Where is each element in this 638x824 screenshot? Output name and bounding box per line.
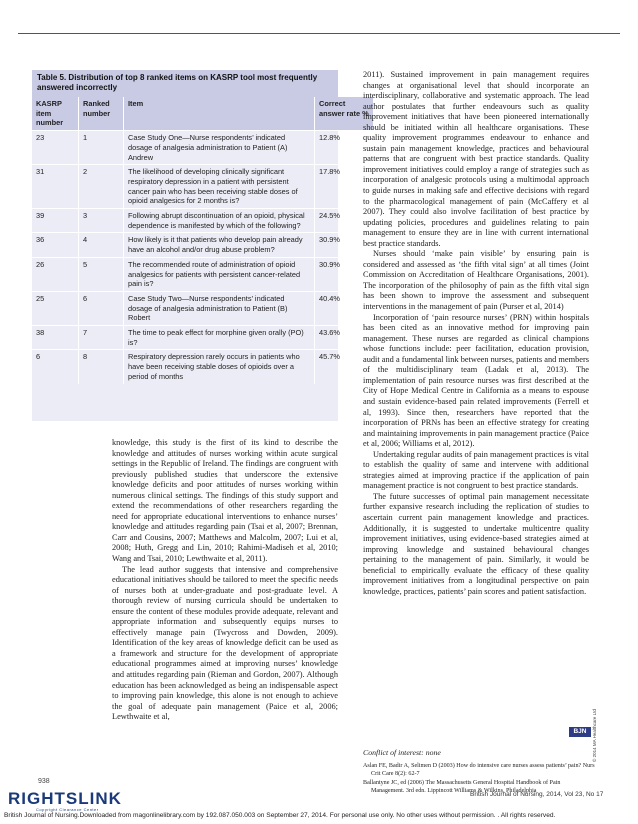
paragraph: Incorporation of ‘pain resource nurses’ (PRN) within hospitals has been cited as an innovative method for improving pain management. These nurses are regarded as clinical champions whose functions include: peer facilitation, education provision, audit and a fundamental link between nurses, patients and members of the multidisciplinary team (Ladak et al, 2013). The implementation of pain resource nurses was first described at the City of Hope Medical Centre in California as a means to espouse and sustain evidence-based pain related improvements (Ferrell et al, 1993). Since then, researchers have reported that the incorporation of PRNs has been an effective strategy for creating and maintaining improvements in pain management practice (Paice et al, 2006; Williams et al, 2012). [363, 312, 589, 449]
table-row [32, 233, 373, 257]
table-row [32, 326, 373, 350]
journal-footer: British Journal of Nursing, 2014, Vol 23, No 17 [470, 791, 604, 798]
cell-item: Case Study Two—Nurse respondents’ indicated dosage of analgesia administration to Patient (B) Robert [124, 291, 315, 325]
header-item: Item [124, 97, 315, 131]
table-row [32, 165, 373, 209]
cell-correct-answer-rate: 30.9% [315, 257, 374, 291]
cell-ranked-number: 3 [79, 209, 124, 233]
cell-ranked-number: 8 [79, 350, 124, 384]
download-notice: British Journal of Nursing.Downloaded from magonlinelibrary.com by 192.087.050.003 on September 27, 2014. For personal use only. No other uses without permission. . All rights reserved. [4, 812, 556, 819]
cell-ranked-number: 1 [79, 131, 124, 165]
cell-ranked-number: 4 [79, 233, 124, 257]
table-5 [32, 70, 369, 421]
cell-kasrp-item-number: 23 [32, 131, 79, 165]
paragraph: Undertaking regular audits of pain management practices is vital to establish the quality of same and intervene with additional strategies aimed at improving practice if the application of pain management practice is not congruent to best practice standards. [363, 449, 589, 491]
cell-correct-answer-rate: 45.7% [315, 350, 374, 384]
reference-item: Ballantyne JC, ed (2006) The Massachusetts General Hospital Handbook of Pain Management. 3rd edn. Lippincott Williams & Wilkins, Philadelphia [363, 780, 561, 794]
left-column-text [112, 438, 338, 723]
table-row [32, 257, 373, 291]
cell-correct-answer-rate: 30.9% [315, 233, 374, 257]
cell-kasrp-item-number: 38 [32, 326, 79, 350]
conflict-of-interest: Conflict of interest: none [363, 748, 441, 757]
cell-ranked-number: 7 [79, 326, 124, 350]
bjn-badge: BJN [569, 727, 591, 737]
cell-kasrp-item-number: 25 [32, 291, 79, 325]
page-number: 938 [38, 778, 50, 785]
cell-kasrp-item-number: 26 [32, 257, 79, 291]
cell-correct-answer-rate: 43.6% [315, 326, 374, 350]
right-column-text [363, 70, 589, 597]
paragraph: The lead author suggests that intensive and comprehensive educational initiatives should be tailored to meet the specific needs of nurses both at under-graduate and post-graduate level. A thorough review of nursing curricula should be undertaken to ensure the content of these modules provide adequate, relevant and appropriate information and subsequently equips nurses to effectively manage pain (Twycross and Dowden, 2009). Identification of the key areas of knowledge deficit can be used as a framework and structure for the development of appropriate educational programmes aimed at improving nurses’ knowledge and attitudes regarding pain (Rieman and Gordon, 2007). Although education has been acknowledged as being an indispensable aspect to improving pain knowledge, this alone is not enough to achieve the goal of adequate pain management (Paice et al, 2006; Lewthwaite et al, [112, 564, 338, 722]
rightslink-logo-text: RIGHTSLINK [8, 789, 122, 808]
cell-ranked-number: 5 [79, 257, 124, 291]
header-kasrp-item-number: KASRP item number [32, 97, 79, 131]
table-header-row [32, 97, 373, 131]
rightslink-logo[interactable] [8, 787, 208, 813]
cell-item: The likelihood of developing clinically significant respiratory depression in a patient with persistent cancer pain who has been receiving stable doses of opioid analgesics for 2 months is? [124, 165, 315, 209]
cell-item: Respiratory depression rarely occurs in patients who have been receiving stable doses of opioids over a period of months [124, 350, 315, 384]
cell-ranked-number: 2 [79, 165, 124, 209]
table-row [32, 350, 373, 384]
cell-item: Case Study One—Nurse respondents’ indicated dosage of analgesia administration to Patient (A) Andrew [124, 131, 315, 165]
table-row [32, 291, 373, 325]
cell-kasrp-item-number: 39 [32, 209, 79, 233]
header-correct-answer-rate: Correct answer rate % [315, 97, 374, 131]
cell-kasrp-item-number: 36 [32, 233, 79, 257]
cell-correct-answer-rate: 12.8% [315, 131, 374, 165]
cell-item: The recommended route of administration of opioid analgesics for patients with persistent cancer-related pain is? [124, 257, 315, 291]
cell-correct-answer-rate: 17.8% [315, 165, 374, 209]
cell-ranked-number: 6 [79, 291, 124, 325]
cell-kasrp-item-number: 6 [32, 350, 79, 384]
table-row [32, 131, 373, 165]
cell-item: How likely is it that patients who develop pain already have an alcohol and/or drug abuse problem? [124, 233, 315, 257]
distribution-table [32, 97, 373, 384]
paragraph: knowledge, this study is the first of its kind to describe the knowledge and attitudes of nurses working within acute surgical settings in the Republic of Ireland. The findings are congruent with previously published studies that underscore the extensive knowledge deficits and poor attitudes of nurses working within numerous clinical settings. The findings of this study support and extend the recommendations of other researchers regarding the need for appropriate educational interventions to enhance nurses’ knowledge and attitudes regarding pain (Tsai et al, 2007; Brennan, Carr and Cousins, 2007; Matthews and Malcolm, 2007; Lui et al, 2008; Huth, Gregg and Lin, 2010; Rahimi-Madiseh et al, 2010; Wang and Tsai, 2010; Lewthwaite et al, 2011). [112, 438, 338, 564]
cell-kasrp-item-number: 31 [32, 165, 79, 209]
cell-correct-answer-rate: 24.5% [315, 209, 374, 233]
rightslink-tagline: Copyright Clearance Center [36, 807, 99, 812]
reference-item: Aslan FE, Badir A, Selimen D (2003) How do intensive care nurses assess patients’ pain? Nurs Crit Care 8(2): 62-7 [363, 763, 595, 777]
paragraph: Nurses should ‘make pain visible’ by ensuring pain is considered and assessed as ‘the fifth vital sign’ at all times (Joint Commission on Accreditation of Healthcare Organisations, 2001). The incorporation of the philosophy of pain as the fifth vital sign has been shown to improve the assessment and subsequent interventions in the management of pain (Purser et al, 2014) [363, 249, 589, 312]
paragraph: 2011). Sustained improvement in pain management requires changes at organisational level that should incorporate an interdisciplinary, collaborative and systematic approach. The lead author postulates that further endeavours such as quality improvement initiatives that have been pioneered internationally should be initiated within all healthcare organisations. These quality improvement programmes endeavour to enhance and sustain pain management knowledge, practices and behavioural patterns that are congruent with best practice standards. Quality improvement initiatives could employ a range of strategies such as incorporation of analgesic protocols using a multimodal approach to guide nurses in making safe and effective decisions with regard to the pharmacological management of pain (McCaffery et al 2007). They could also involve facilitation of best practice by updating policies, procedures and guidelines relating to pain management to ensure they are in line with current international best practice standards. [363, 70, 589, 248]
cell-item: The time to peak effect for morphine given orally (PO) is? [124, 326, 315, 350]
cell-correct-answer-rate: 40.4% [315, 291, 374, 325]
table-row [32, 209, 373, 233]
paragraph: The future successes of optimal pain management necessitate further expansive research including the replication of studies to ascertain current pain management knowledge and practices. Additionally, it is suggested to undertake multicentre quality improvement initiatives, using evidence-based strategies aimed at improving knowledge and sustained behavioural changes pertaining to the management of pain. Similarly, it would be beneficial to empirically evaluate the efficacy of these quality improvement initiatives from a longitudinal perspective on pain knowledge, practices, patients’ pain scores and patient satisfaction. [363, 491, 589, 596]
copyright-notice: © 2014 MA Healthcare Ltd [592, 709, 597, 762]
top-rule [18, 33, 620, 34]
cell-item: Following abrupt discontinuation of an opioid, physical dependence is manifested by which of the following? [124, 209, 315, 233]
table-title: Table 5. Distribution of top 8 ranked items on KASRP tool most frequently answered incorrectly [32, 70, 338, 97]
header-ranked-number: Ranked number [79, 97, 124, 131]
